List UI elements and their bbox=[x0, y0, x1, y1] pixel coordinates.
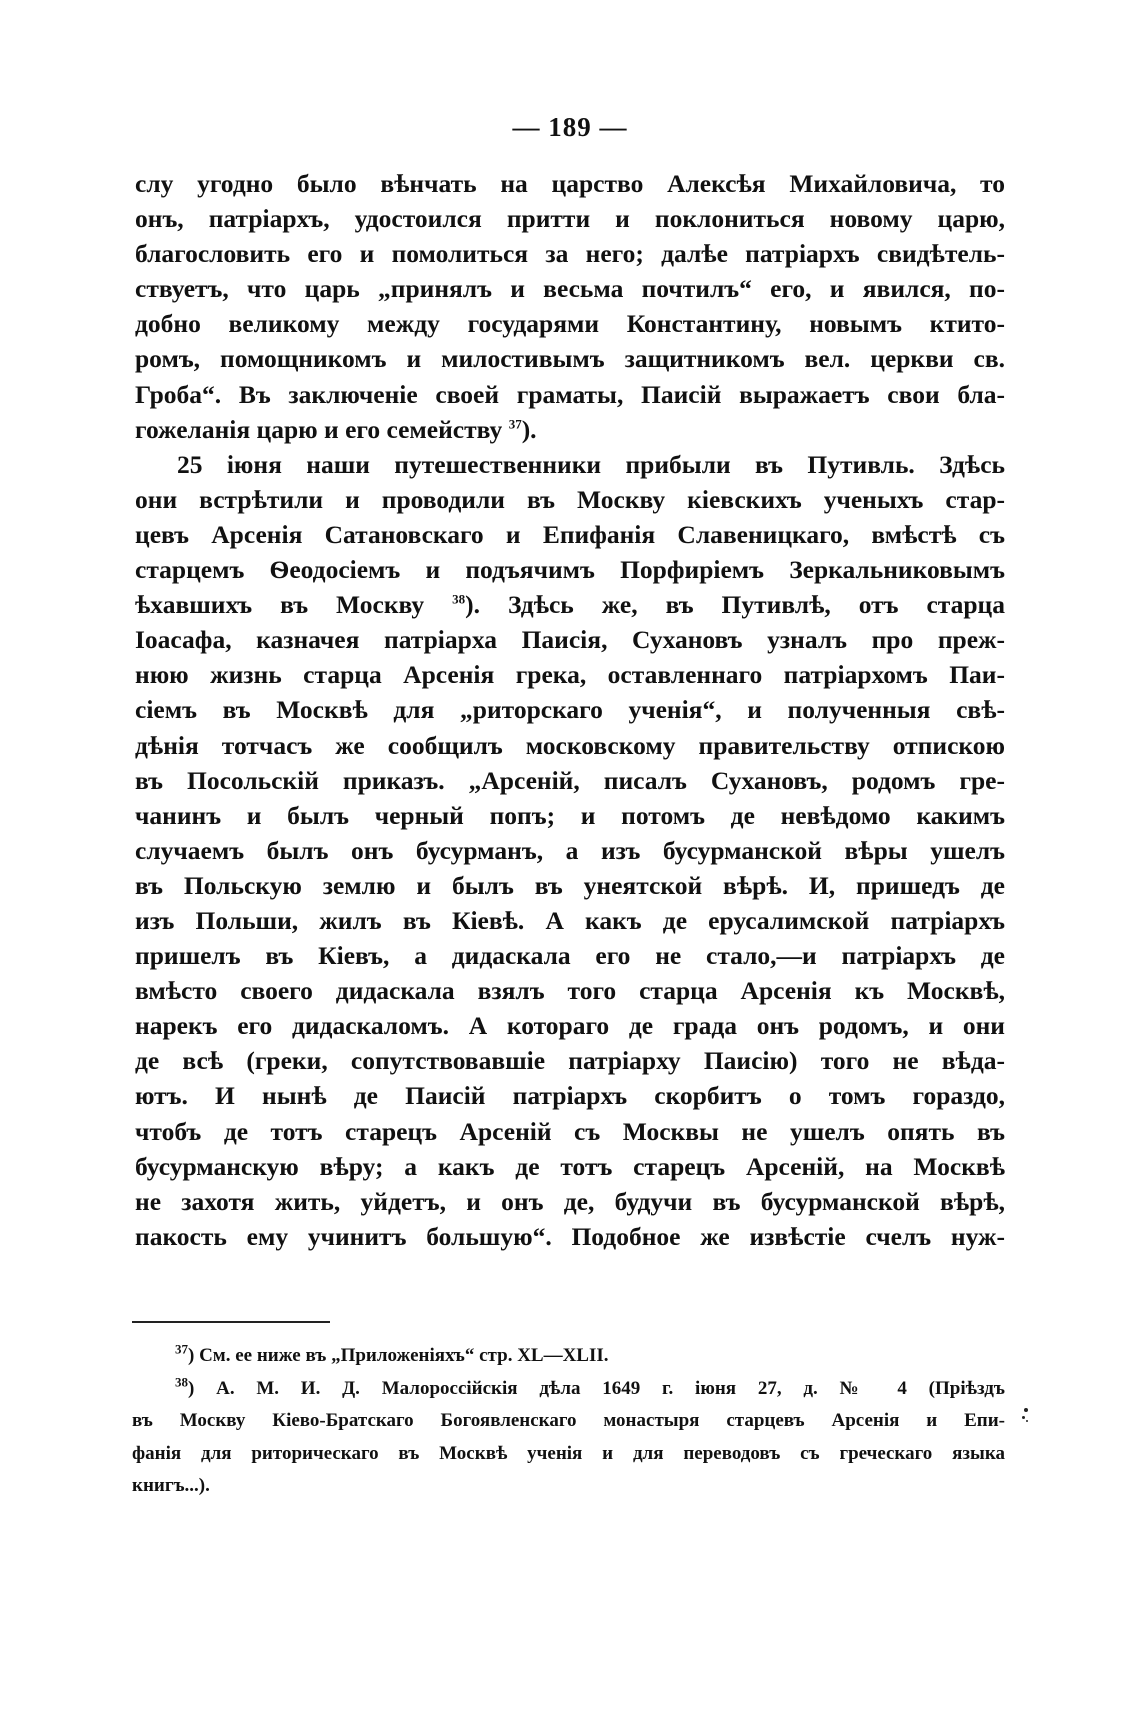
text-line: старцемъ Ѳеодосіемъ и подъячимъ Порфиріемъ Зеркальниковымъ bbox=[135, 555, 1005, 585]
footnote-ref-37[interactable]: 37 bbox=[508, 416, 522, 432]
text-line: ствуетъ, что царь „принялъ и весьма почтилъ“ его, и явился, по- bbox=[135, 274, 1005, 304]
text-line: ромъ, помощникомъ и милостивымъ защитникомъ вел. церкви св. bbox=[135, 344, 1005, 374]
text-line: чанинъ и былъ черный попъ; и потомъ де невѣдомо какимъ bbox=[135, 800, 1005, 830]
text-line: слу угодно было вѣнчать на царство Алексѣя Михайловича, то bbox=[135, 169, 1005, 198]
text-line: случаемъ былъ онъ бусурманъ, а изъ бусурманской вѣры ушелъ bbox=[135, 835, 1005, 865]
page-number: — 189 — bbox=[512, 112, 628, 142]
text-line-content: гожеланія царю и его семейству bbox=[135, 414, 503, 444]
text-line: ютъ. И нынѣ де Паисій патріархъ скорбитъ о томъ гораздо, bbox=[135, 1081, 1005, 1111]
footnote-ref-38[interactable]: 38 bbox=[452, 591, 466, 607]
text-line: Іоасафа, казначея патріарха Паисія, Сухановъ узналъ про преж- bbox=[135, 625, 1005, 655]
text-line: 25 іюня наши путешественники прибыли въ Путивль. Здѣсь bbox=[177, 449, 1005, 479]
main-text bbox=[135, 166, 1005, 1254]
footnote-38-line-3: фанія для риторическаго въ Москвѣ ученія и для переводовъ съ греческаго языка bbox=[132, 1442, 1005, 1464]
footnote-marker-37: 37 bbox=[175, 1341, 188, 1357]
text-line: Гроба“. Въ заключеніе своей граматы, Паисій выражаетъ свои бла- bbox=[135, 379, 1005, 409]
text-line: цевъ Арсенія Сатановскаго и Епифанія Славеницкаго, вмѣстѣ съ bbox=[135, 519, 1005, 549]
text-line: изъ Польши, жилъ въ Кіевѣ. А какъ де ерусалимской патріархъ bbox=[135, 905, 1005, 935]
text-line: добно великому между государями Константину, новымъ ктито- bbox=[135, 309, 1005, 339]
text-line: въ Польскую землю и былъ въ унеятской вѣрѣ. И, пришедъ де bbox=[135, 870, 1005, 900]
text-line: пакость ему учинитъ большую“. Подобное же извѣстіе счелъ нуж- bbox=[135, 1221, 1005, 1251]
text-line-with-ref bbox=[135, 587, 1005, 622]
footnote-marker-38: 38 bbox=[175, 1374, 188, 1390]
text-line: де всѣ (греки, сопутствовавшіе патріарху Паисію) того не вѣда- bbox=[135, 1046, 1005, 1076]
text-line: онъ, патріархъ, удостоился притти и поклониться новому царю, bbox=[135, 204, 1005, 234]
text-line: дѣнія тотчасъ же сообщилъ московскому правительству отпискою bbox=[135, 730, 1005, 760]
text-line: пришелъ въ Кіевъ, а дидаскала его не стало,—и патріархъ де bbox=[135, 941, 1005, 971]
text-line: благословить его и помолиться за него; далѣе патріархъ свидѣтель- bbox=[135, 239, 1005, 269]
text-line-content: ѣхавшихъ въ Москву bbox=[135, 590, 425, 620]
text-line: сіемъ въ Москвѣ для „риторскаго ученія“, и полученныя свѣ- bbox=[135, 695, 1005, 725]
text-line: они встрѣтили и проводили въ Москву кіевскихъ ученыхъ стар- bbox=[135, 484, 1005, 514]
ref-close: ). bbox=[521, 414, 537, 444]
text-line-tail: ). Здѣсь же, въ Путивлѣ, отъ старца bbox=[465, 590, 1005, 620]
text-line: чтобъ де тотъ старецъ Арсеній съ Москвы не ушелъ опять въ bbox=[135, 1116, 1005, 1146]
footnote-38-line-2: въ Москву Кіево-Братскаго Богоявленскаго монастыря старцевъ Арсенія и Епи- bbox=[132, 1410, 1005, 1431]
footnote-38 bbox=[132, 1373, 1005, 1406]
footnote-divider bbox=[132, 1321, 330, 1323]
text-line: нарекъ его дидаскаломъ. А котораго де града онъ родомъ, и они bbox=[135, 1011, 1005, 1041]
footnote-38-line-1: ) А. М. И. Д. Малороссійскія дѣла 1649 г. іюня 27, д. № 4 (Пріѣздъ bbox=[188, 1377, 1005, 1399]
text-line: вмѣсто своего дидаскала взялъ того старца Арсенія къ Москвѣ, bbox=[135, 976, 1005, 1006]
text-line: бусурманскую вѣру; а какъ де тотъ старецъ Арсеній, на Москвѣ bbox=[135, 1151, 1005, 1181]
footnote-37-text: ) См. ее ниже въ „Приложеніяхъ“ стр. XL—XLII. bbox=[188, 1345, 609, 1366]
text-line: нюю жизнь старца Арсенія грека, оставленнаго патріархомъ Паи- bbox=[135, 660, 1005, 690]
footnote-38-line-4: книгъ...). bbox=[132, 1475, 210, 1496]
text-line: въ Посольскій приказъ. „Арсеній, писалъ Сухановъ, родомъ гре- bbox=[135, 765, 1005, 795]
footnotes bbox=[132, 1340, 1005, 1503]
text-line: не захотя жить, уйдетъ, и онъ де, будучи въ бусурманской вѣрѣ, bbox=[135, 1186, 1005, 1216]
footnote-37 bbox=[132, 1340, 1005, 1373]
text-line-with-ref bbox=[135, 412, 1005, 447]
ink-speck bbox=[1022, 1408, 1030, 1424]
